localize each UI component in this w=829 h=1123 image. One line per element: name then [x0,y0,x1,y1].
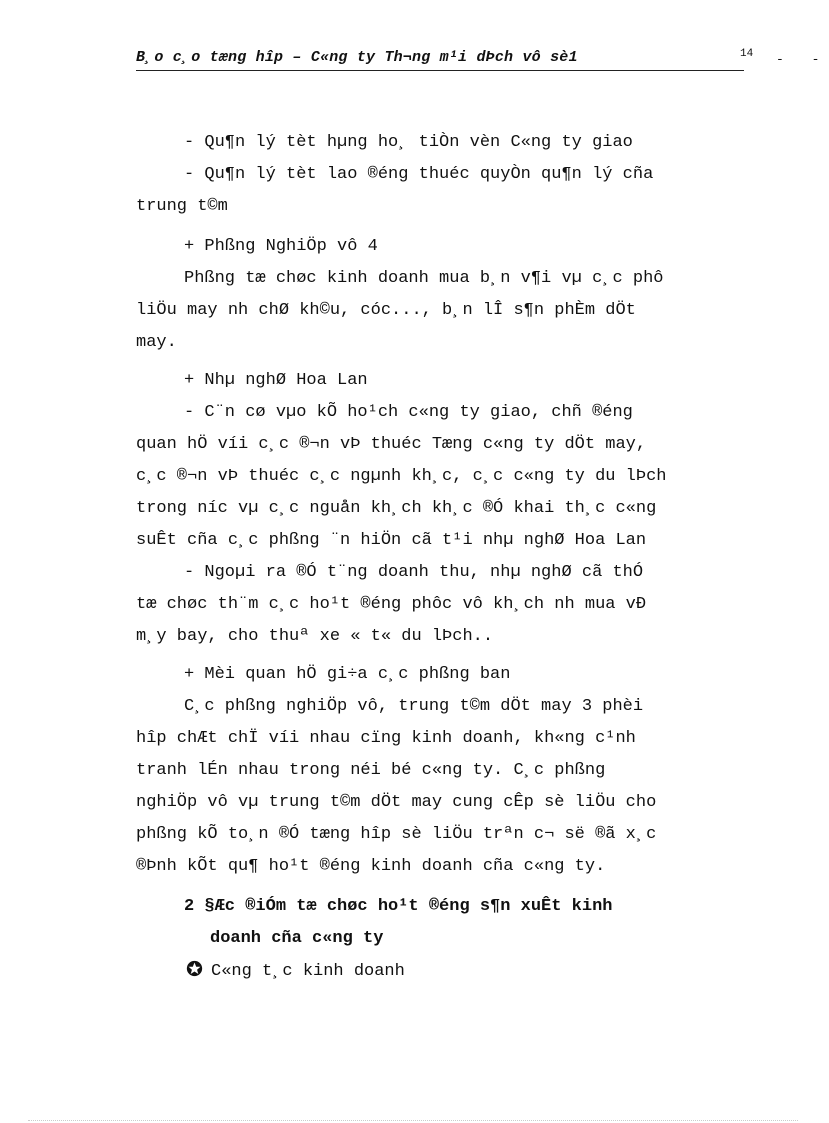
text-line: tæ chøc th¨m c¸c ho¹t ®éng phôc vô kh¸ch nh mua vÐ [136,595,647,614]
text-line: Phßng tæ chøc kinh doanh mua b¸n v¶i vµ c¸c phô [184,269,664,288]
text-line: suÊt cña c¸c phßng ¨n hiÖn cã t¹i nhµ nghØ Hoa Lan [136,531,647,550]
text-line: liÖu may nh chØ kh©u, cóc..., b¸n lÎ s¶n phÈm dÖt [136,301,636,320]
section-heading: + Nhµ nghØ Hoa Lan [184,371,368,390]
section-title: 2 §Æc ®iÓm tæ chøc ho¹t ®éng s¶n xuÊt kinh [184,897,613,916]
text-line: - Ngoµi ra ®Ó t¨ng doanh thu, nhµ nghØ cã thÓ [184,563,644,582]
header-dashes: - - [776,52,829,67]
text-line: quan hÖ víi c¸c ®¬n vÞ thuéc Tæng c«ng ty dÖt may, [136,435,647,454]
footer-rule [28,1120,798,1121]
text-line: m¸y bay, cho thuª xe « t« du lÞch.. [136,627,494,646]
text-line: tranh lÉn nhau trong néi bé c«ng ty. C¸c phßng [136,761,606,780]
text-line: phßng kÕ to¸n ®Ó tæng hîp sè liÖu trªn c¬ së ®ã x¸c [136,825,657,844]
text-line: hîp chÆt chÏ víi nhau cïng kinh doanh, kh«ng c¹nh [136,729,636,748]
text-line: trung t©m [136,197,228,216]
text-line: - Qu¶n lý tèt hµng ho¸ tiÒn vèn C«ng ty giao [184,133,633,152]
text-line: c¸c ®¬n vÞ thuéc c¸c ngµnh kh¸c, c¸c c«ng ty du lÞch [136,467,667,486]
header-title: B¸o c¸o tæng hîp – C«ng ty Th¬ng m¹i dÞch vô sè1 [136,49,578,66]
star-bullet-icon [186,960,203,977]
page-number: 14 [740,48,754,60]
text-line: - C¨n cø vµo kÕ ho¹ch c«ng ty giao, chñ ®éng [184,403,633,422]
text-line: nghiÖp vô vµ trung t©m dÖt may cung cÊp sè liÖu cho [136,793,657,812]
text-line: may. [136,333,177,352]
text-line: trong níc vµ c¸c nguån kh¸ch kh¸c ®Ó khai th¸c c«ng [136,499,657,518]
page-header [136,48,754,71]
text-line: - Qu¶n lý tèt lao ®éng thuéc quyÒn qu¶n lý cña [184,165,654,184]
section-heading: + Mèi quan hÖ gi÷a c¸c phßng ban [184,665,511,684]
text-line: C¸c phßng nghiÖp vô, trung t©m dÖt may 3 phèi [184,697,644,716]
section-title: doanh cña c«ng ty [210,929,384,948]
section-heading: + Phßng NghiÖp vô 4 [184,237,378,256]
text-line: ®Þnh kÕt qu¶ ho¹t ®éng kinh doanh cña c«ng ty. [136,857,606,876]
bullet-item [186,960,405,983]
bullet-text: C«ng t¸c kinh doanh [211,962,405,981]
